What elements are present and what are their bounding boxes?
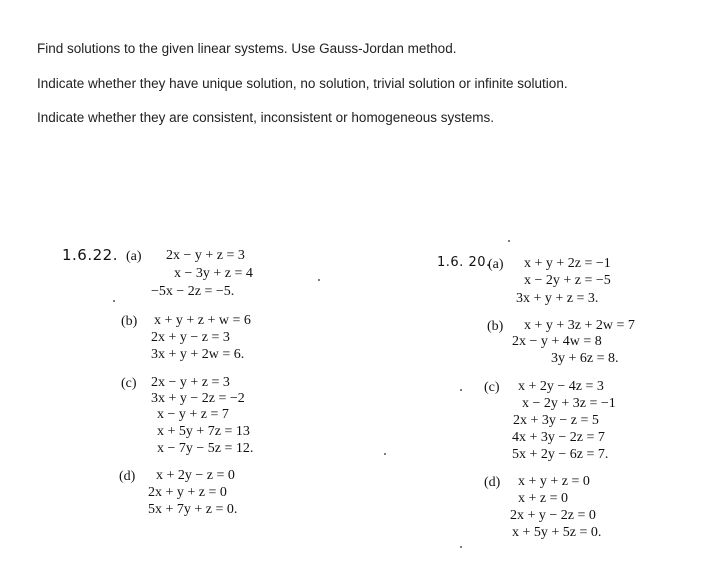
equation: x + y + 2z = −1 bbox=[524, 256, 611, 271]
scan-speck bbox=[113, 300, 115, 302]
equation: 2x + y − 2z = 0 bbox=[510, 508, 596, 523]
equation: 3x + y − 2z = −2 bbox=[151, 391, 245, 406]
equation: 5x + 7y + z = 0. bbox=[148, 502, 238, 517]
equation: x + 5y + 7z = 13 bbox=[157, 424, 250, 439]
equation: x + y + 3z + 2w = 7 bbox=[524, 318, 635, 333]
scan-speck bbox=[384, 453, 386, 455]
scan-speck bbox=[460, 389, 462, 391]
equation: x + y + z = 0 bbox=[518, 474, 590, 489]
equation: 2x + y + z = 0 bbox=[148, 485, 227, 500]
problem-number-right: 1.6. 20. bbox=[437, 255, 491, 270]
scan-speck bbox=[460, 546, 462, 548]
equation: x − 2y + 3z = −1 bbox=[522, 396, 616, 411]
instruction-2: Indicate whether they have unique solution, no solution, trivial solution or infinite solution. bbox=[37, 76, 568, 91]
equation: x − 2y + z = −5 bbox=[524, 273, 611, 288]
instruction-1: Find solutions to the given linear systems. Use Gauss-Jordan method. bbox=[37, 41, 457, 56]
equation: x + 2y − 4z = 3 bbox=[518, 379, 604, 394]
problem-number-left: 1.6.22. bbox=[62, 246, 118, 264]
equation: x + y + z + w = 6 bbox=[154, 313, 251, 328]
equation: −5x − 2z = −5. bbox=[151, 284, 235, 299]
equation: x + 2y − z = 0 bbox=[156, 468, 235, 483]
part-label-right-c: (c) bbox=[484, 380, 500, 395]
equation: 4x + 3y − 2z = 7 bbox=[512, 430, 605, 445]
equation: 3y + 6z = 8. bbox=[551, 351, 619, 366]
equation: x − y + z = 7 bbox=[157, 407, 229, 422]
part-label-left-b: (b) bbox=[121, 314, 138, 329]
equation: x + 5y + 5z = 0. bbox=[512, 525, 602, 540]
part-label-right-b: (b) bbox=[487, 319, 504, 334]
part-label-left-a: (a) bbox=[126, 249, 142, 264]
equation: 3x + y + z = 3. bbox=[516, 291, 599, 306]
equation: 2x + y − z = 3 bbox=[151, 330, 230, 345]
equation: 2x − y + 4w = 8 bbox=[512, 334, 602, 349]
part-label-right-d: (d) bbox=[484, 475, 501, 490]
part-label-left-c: (c) bbox=[121, 376, 137, 391]
equation: 5x + 2y − 6z = 7. bbox=[512, 447, 609, 462]
scan-speck bbox=[318, 279, 320, 281]
equation: x − 3y + z = 4 bbox=[174, 266, 253, 281]
equation: x + z = 0 bbox=[518, 491, 569, 506]
equation: 2x − y + z = 3 bbox=[151, 375, 230, 390]
part-label-left-d: (d) bbox=[119, 469, 136, 484]
instruction-3: Indicate whether they are consistent, inconsistent or homogeneous systems. bbox=[37, 110, 494, 125]
equation: 2x + 3y − z = 5 bbox=[513, 413, 599, 428]
part-label-right-a: (a) bbox=[488, 257, 504, 272]
equation: 3x + y + 2w = 6. bbox=[151, 347, 245, 362]
equation: 2x − y + z = 3 bbox=[166, 248, 245, 263]
equation: x − 7y − 5z = 12. bbox=[157, 441, 254, 456]
scan-speck bbox=[508, 240, 510, 242]
